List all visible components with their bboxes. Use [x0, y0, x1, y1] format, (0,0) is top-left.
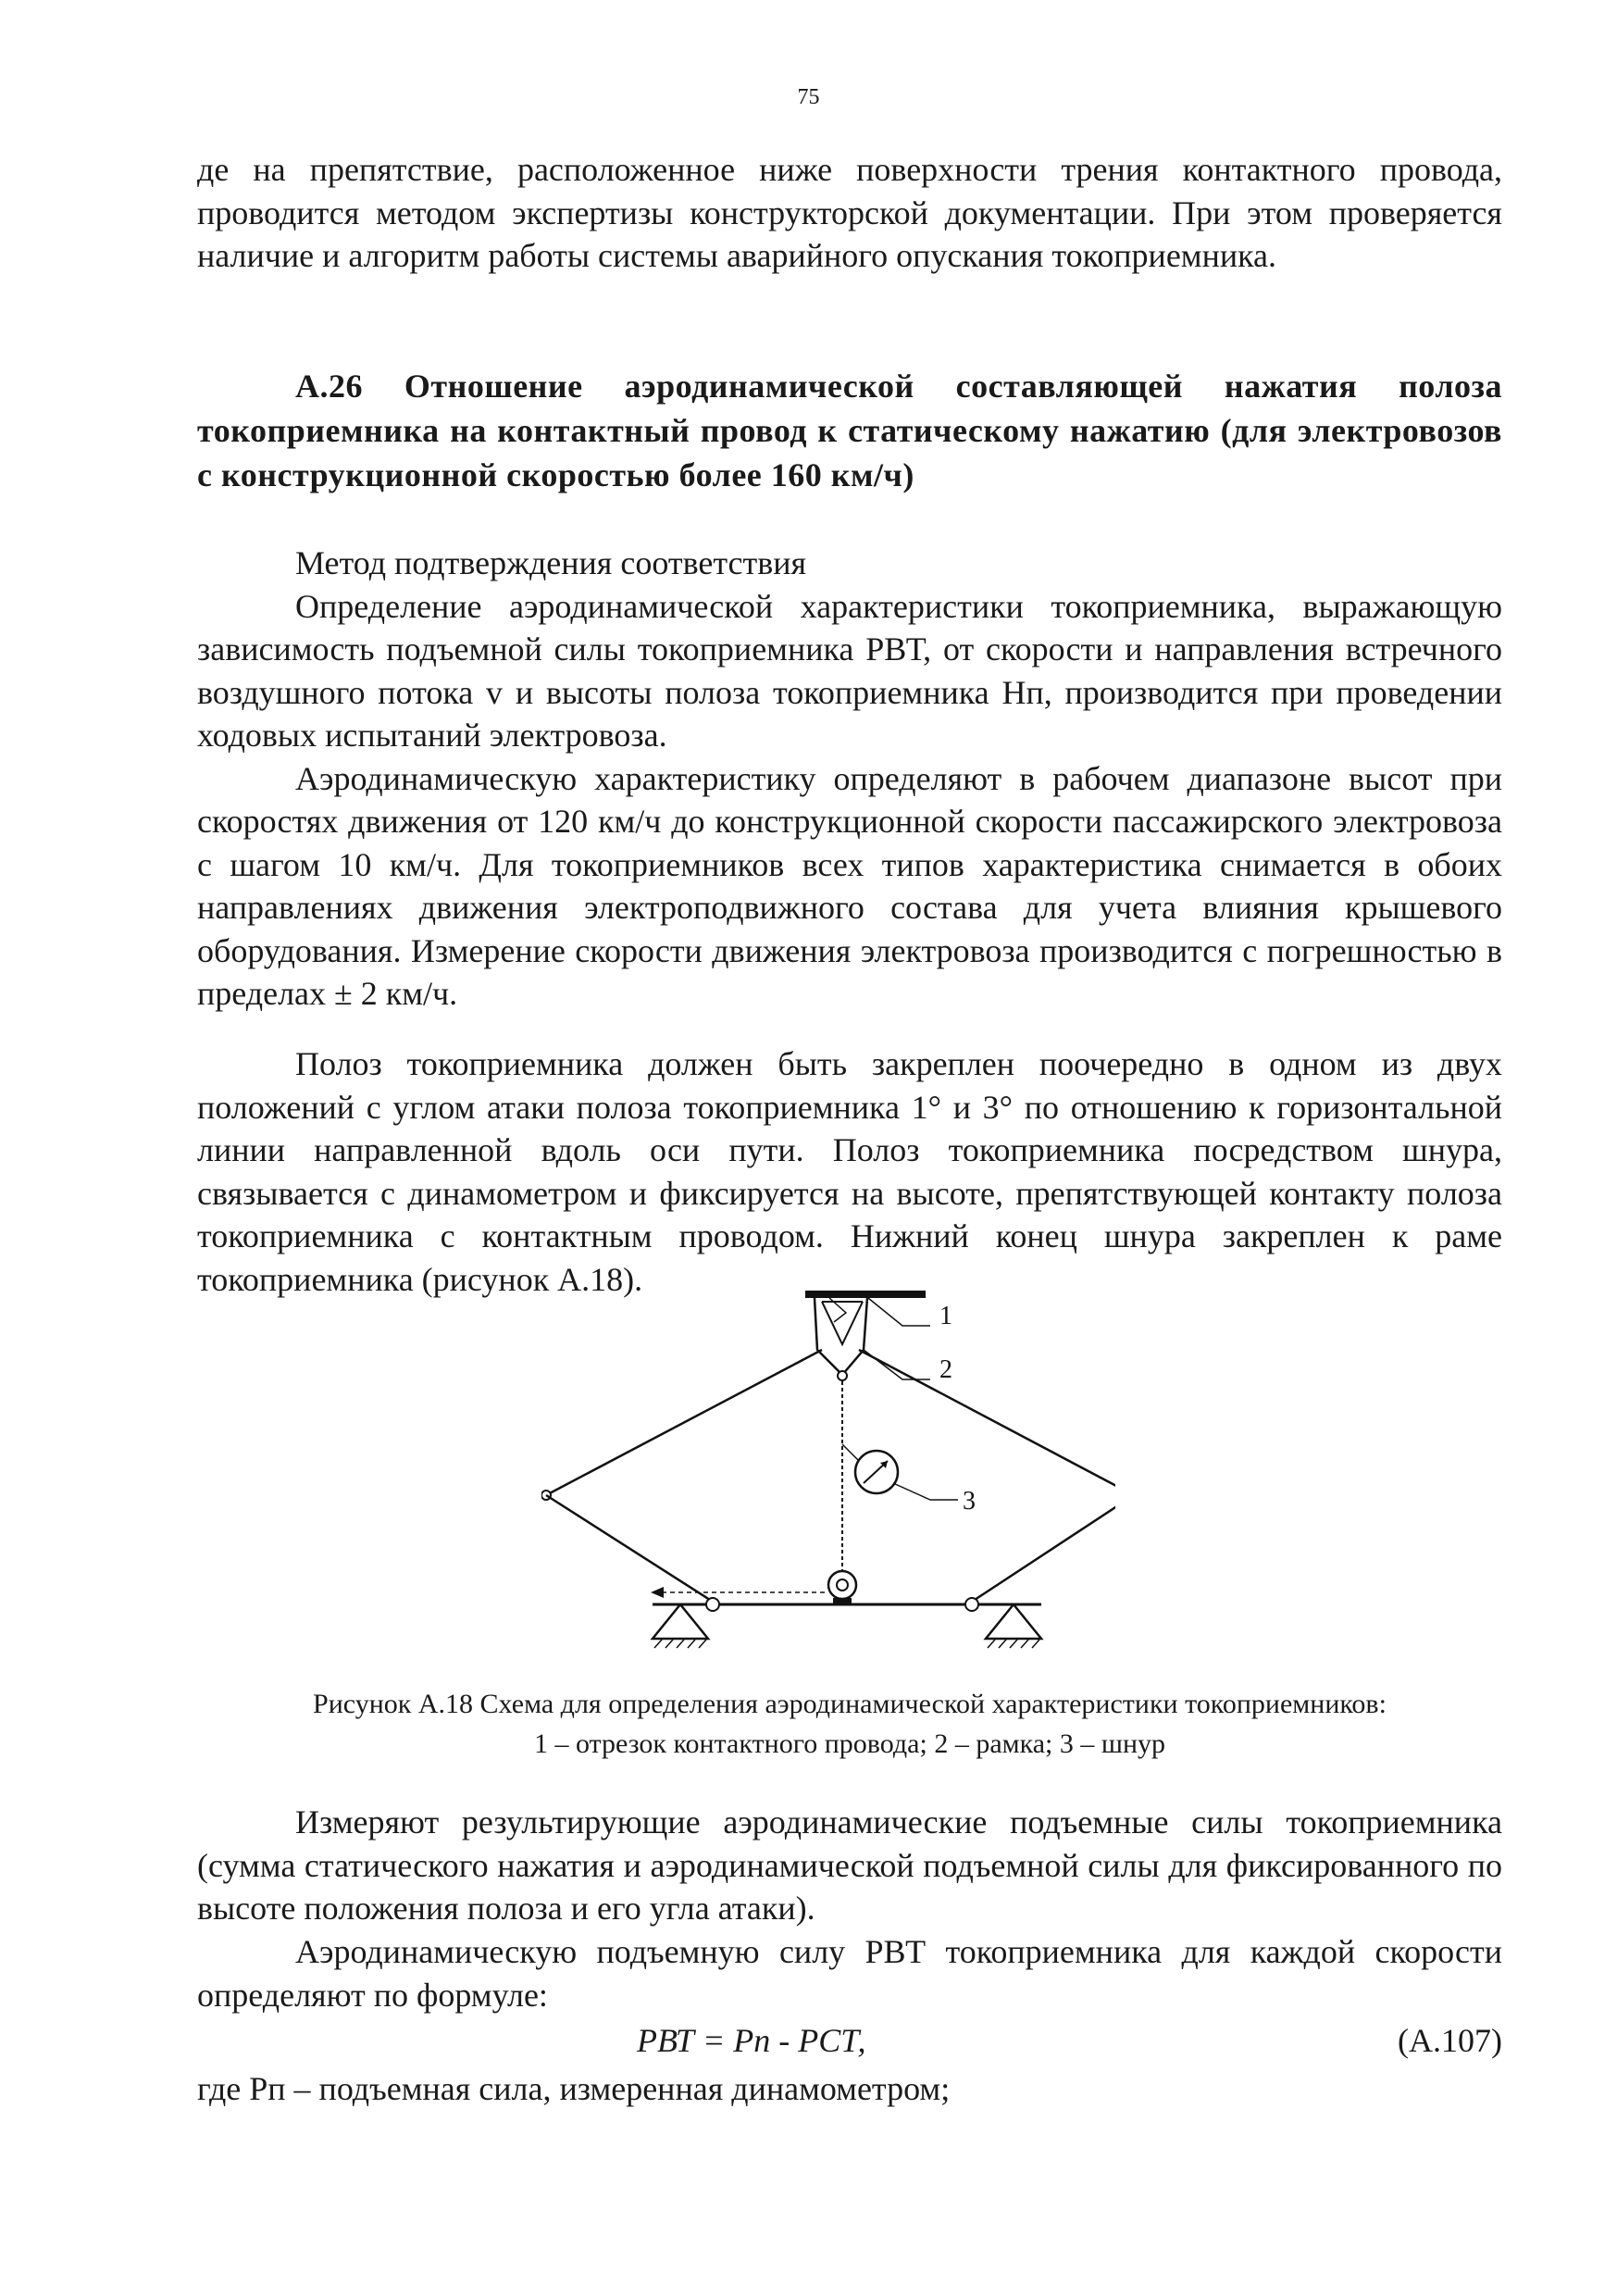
method-paragraph-1: Определение аэродинамической характеристики токоприемника, выражающую зависимость подъемной силы токоприемника PВТ, от скорости и направления встречного воздушного потока v и высоты полоза токоприемника Hп, производится при проведении ходовых испытаний электровоза. [197, 587, 1502, 754]
contact-wire-segment [805, 1291, 926, 1298]
leader-3 [893, 1483, 958, 1500]
left-base-pivot [706, 1598, 719, 1611]
pantograph-scheme [541, 1287, 1115, 1676]
fixation-paragraph [197, 1042, 1502, 1301]
formula-number: (А.107) [1398, 2022, 1502, 2059]
label-1: 1 [939, 1302, 952, 1330]
method-title: Метод подтверждения соответствия [295, 544, 807, 581]
intro-paragraph [197, 148, 1502, 278]
figure-a18-diagram [541, 1287, 1115, 1676]
left-support [653, 1604, 708, 1639]
formula-intro-text: Аэродинамическую подъемную силу PВТ токоприемника для каждой скорости определяют по формуле: [197, 1933, 1502, 2014]
ground-hatching [654, 1640, 1039, 1648]
method-section [197, 542, 1502, 1016]
pulley [828, 1571, 856, 1599]
page-number: 75 [797, 85, 820, 109]
leader-2 [864, 1350, 930, 1379]
lower-arm-right [972, 1495, 1115, 1602]
right-base-pivot [965, 1598, 978, 1611]
figure-caption [197, 1684, 1502, 1764]
pan-head-pivot [838, 1371, 847, 1380]
upper-arm-left [546, 1350, 822, 1495]
where-definition: где Pп – подъемная сила, измеренная динамометром; [197, 2070, 951, 2107]
section-heading: А.26 Отношение аэродинамической составляющей нажатия полоза токоприемника на контактный провод к статическому нажатию (для электровозов с конструкционной скоростью более 160 км/ч) [197, 368, 1502, 493]
intro-text: де на препятствие, расположенное ниже поверхности трения контактного провода, проводится методом экспертизы конструкторской документации. При этом проверяется наличие и алгоритм работы системы аварийного опускания токоприемника. [197, 151, 1502, 274]
caption-line-1: Рисунок А.18 Схема для определения аэродинамической характеристики токоприемников: [313, 1689, 1387, 1719]
formula-row [197, 2018, 1502, 2063]
leader-1 [864, 1294, 930, 1326]
pan-head-inner [822, 1302, 863, 1344]
method-paragraph-2: Аэродинамическую характеристику определяют в рабочем диапазоне высот при скоростях движения от 120 км/ч до конструкционной скорости пассажирского электровоза с шагом 10 км/ч. Для токоприемников всех типов характеристика снимается в обоих направлениях движения электроподвижного состава для учета влияния крышевого оборудования. Измерение скорости движения электровоза производится с погрешностью в пределах ± 2 км/ч. [197, 759, 1502, 1012]
right-support [986, 1604, 1041, 1639]
label-3: 3 [963, 1487, 976, 1516]
measure-paragraph [197, 1801, 1502, 1930]
lower-arm-left [546, 1495, 713, 1602]
formula-intro-paragraph [197, 1930, 1502, 2016]
formula-a107: PВТ = Pп - PСТ, [637, 2022, 866, 2059]
caption-line-2: 1 – отрезок контактного провода; 2 – рамка; 3 – шнур [533, 1728, 1166, 1759]
fixation-text: Полоз токоприемника должен быть закреплен поочередно в одном из двух положений с углом атаки полоза токоприемника 1° и 3° по отношению к горизонтальной линии направленной вдоль оси пути. Полоз токоприемника посредством шнура, связывается с динамометром и фиксируется на высоте, препятствующей контакту полоза токоприемника с контактным проводом. Нижний конец шнура закреплен к раме токоприемника (рисунок А.18). [197, 1045, 1502, 1298]
measure-text: Измеряют результирующие аэродинамические подъемные силы токоприемника (сумма статического нажатия и аэродинамической подъемной силы для фиксированного по высоте положения полоза и его угла атаки). [197, 1803, 1502, 1927]
label-2: 2 [939, 1355, 952, 1384]
